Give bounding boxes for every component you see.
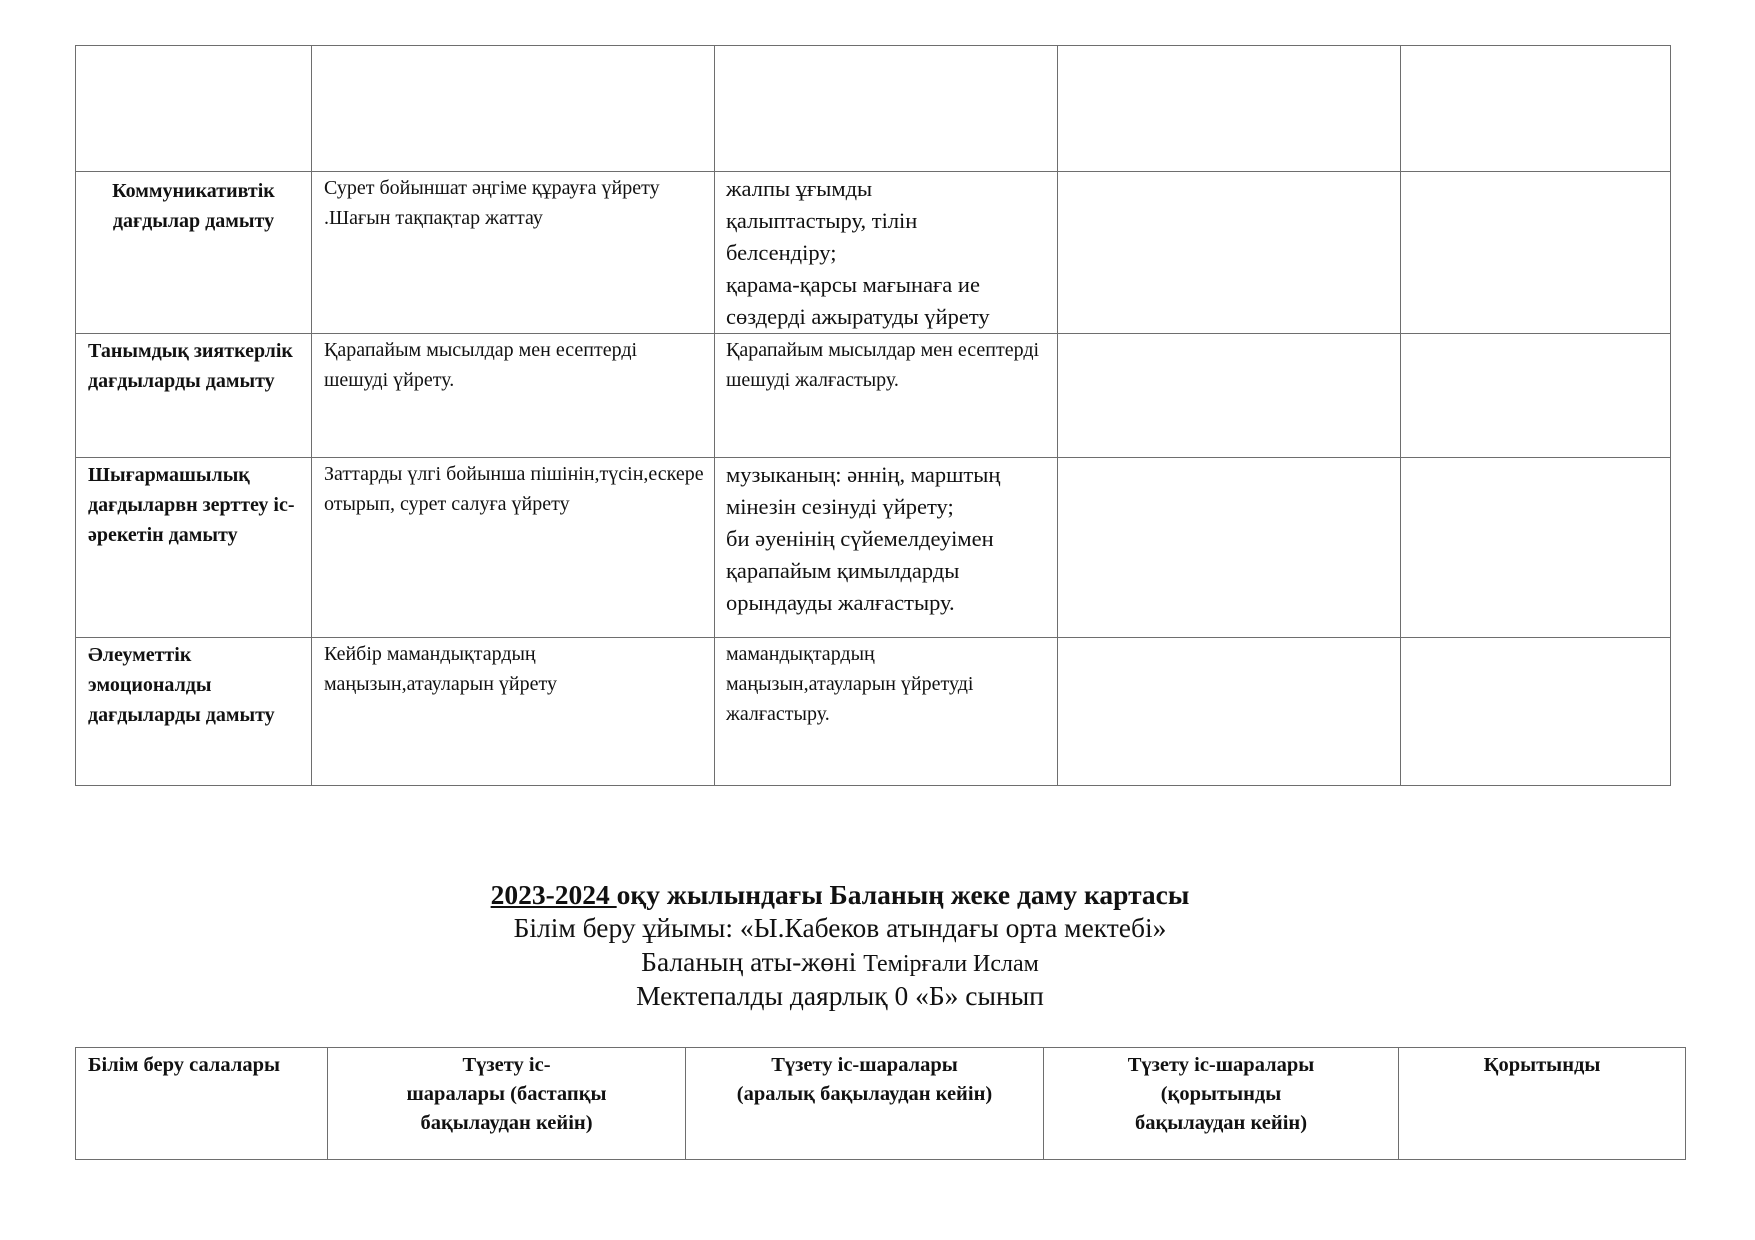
initial-measures-cell: Қарапайым мысылдар мен есептерді шешуді үйрету.: [312, 334, 715, 458]
table-row: [76, 458, 1671, 638]
initial-measures-cell: Заттарды үлгі бойынша пішінін,түсін,ескере отырып, сурет салуға үйрету: [312, 458, 715, 638]
intermediate-measures-cell: жалпы ұғымды қалыптастыру, тілін белсендіру; қарама-қарсы мағынаға ие сөздерді ажыратуды үйрету: [715, 172, 1058, 334]
document-title: [0, 879, 1680, 911]
initial-measures-cell: Кейбір мамандықтардың маңызын,атауларын үйрету: [312, 638, 715, 786]
academic-year: 2023-2024: [490, 879, 617, 910]
child-name-value: Темірғали Ислам: [863, 951, 1039, 977]
intermediate-measures-cell: Қарапайым мысылдар мен есептерді шешуді жалғастыру.: [715, 334, 1058, 458]
header-intermediate-measures: Түзету іс-шаралары (аралық бақылаудан кейін): [686, 1048, 1044, 1160]
development-table-continued: [75, 45, 1671, 786]
development-table-header: [75, 1047, 1686, 1160]
intermediate-measures-cell: мамандықтардың маңызын,атауларын үйретуді жалғастыру.: [715, 638, 1058, 786]
conclusion-cell: [1401, 46, 1671, 172]
area-cell: Шығармашылық дағдыларвн зерттеу іс-әрекетін дамыту: [76, 458, 312, 638]
organization-line: Білім беру ұйымы: «Ы.Кабеков атындағы орта мектебі»: [513, 912, 1167, 943]
intermediate-measures-cell: музыканың: әннің, марштың мінезін сезінуді үйрету; би әуенінің сүйемелдеуімен қарапайым қимылдарды орындауды жалғастыру.: [715, 458, 1058, 638]
final-measures-cell: [1058, 458, 1401, 638]
area-cell: Әлеуметтік эмоционалды дағдыларды дамыту: [76, 638, 312, 786]
child-name-label: Баланың аты-жөні: [641, 946, 864, 977]
header-final-measures: Түзету іс-шаралары (қорытынды бақылаудан кейін): [1044, 1048, 1399, 1160]
area-cell: Коммуникативтік дағдылар дамыту: [76, 172, 312, 334]
table-row: [76, 172, 1671, 334]
final-measures-cell: [1058, 46, 1401, 172]
header-initial-measures: Түзету іс- шаралары (бастапқы бақылаудан кейін): [328, 1048, 686, 1160]
final-measures-cell: [1058, 638, 1401, 786]
final-measures-cell: [1058, 334, 1401, 458]
table-row: [76, 46, 1671, 172]
header-conclusion: Қорытынды: [1399, 1048, 1686, 1160]
child-name-line: [0, 946, 1680, 978]
intermediate-measures-cell: [715, 46, 1058, 172]
class-line: Мектепалды даярлық 0 «Б» сынып: [636, 980, 1044, 1011]
conclusion-cell: [1401, 458, 1671, 638]
table-row: [76, 638, 1671, 786]
initial-measures-cell: Сурет бойыншат әңгіме құрауға үйрету .Шағын тақпақтар жаттау: [312, 172, 715, 334]
area-cell: Танымдық зияткерлік дағдыларды дамыту: [76, 334, 312, 458]
conclusion-cell: [1401, 172, 1671, 334]
conclusion-cell: [1401, 638, 1671, 786]
title-text: оқу жылындағы Баланың жеке даму картасы: [616, 879, 1190, 910]
table-header-row: [76, 1048, 1686, 1160]
initial-measures-cell: [312, 46, 715, 172]
final-measures-cell: [1058, 172, 1401, 334]
table-row: [76, 334, 1671, 458]
conclusion-cell: [1401, 334, 1671, 458]
header-education-areas: Білім беру салалары: [76, 1048, 328, 1160]
area-cell: [76, 46, 312, 172]
